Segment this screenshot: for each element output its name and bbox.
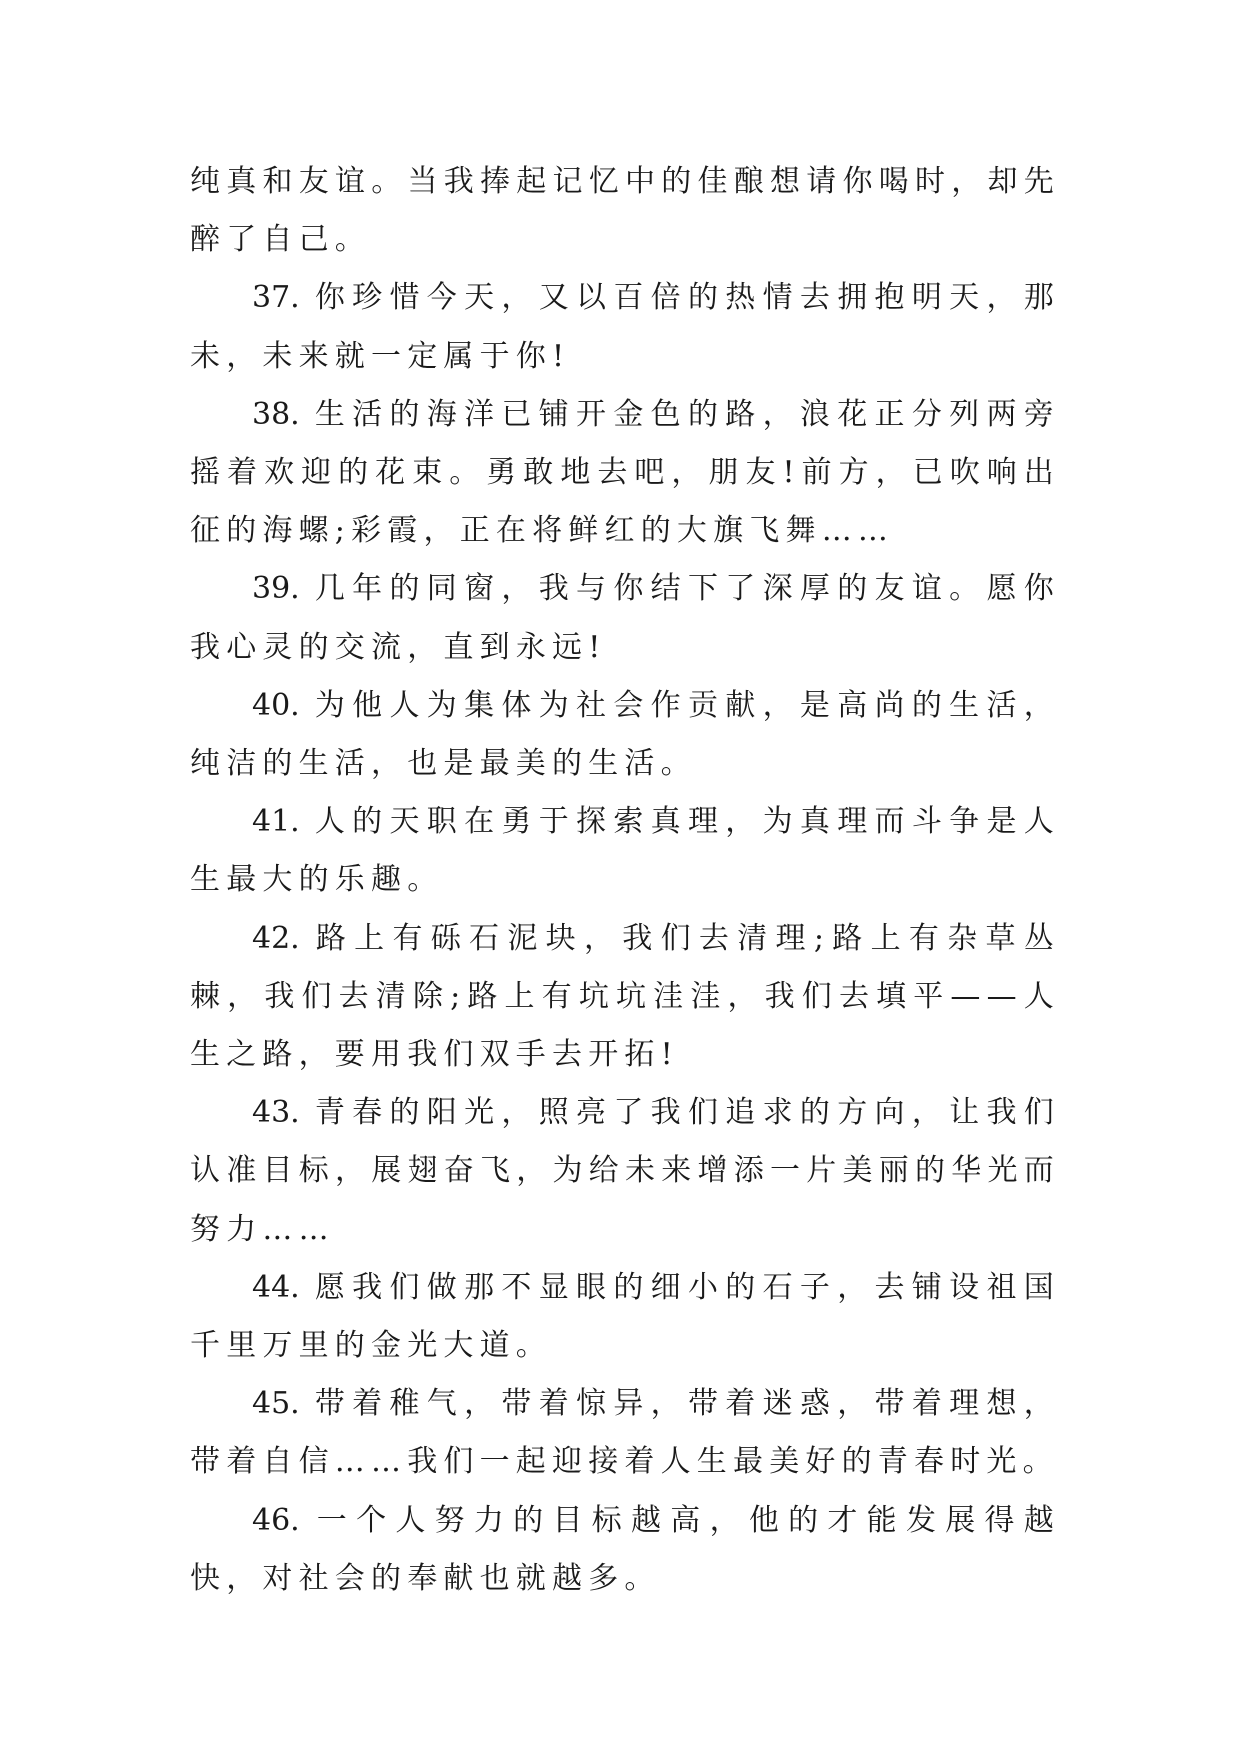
list-item	[190, 677, 1060, 793]
item-text: 人的天职在勇于探索真理，为真理而斗争是人生最大的乐趣。	[190, 804, 1060, 898]
item-text: 为他人为集体为社会作贡献，是高尚的生活，纯洁的生活，也是最美的生活。	[190, 687, 1060, 782]
list-item	[190, 910, 1060, 1085]
item-number: 44.	[252, 1269, 300, 1305]
list-item	[190, 793, 1060, 909]
list-item	[190, 386, 1060, 561]
item-text: 一个人努力的目标越高，他的才能发展得越快，对社会的奉献也就越多。	[190, 1502, 1060, 1596]
list-item	[190, 1492, 1060, 1608]
item-number: 37.	[252, 280, 300, 316]
item-text: 愿我们做那不显眼的细小的石子，去铺设祖国千里万里的金光大道。	[190, 1269, 1060, 1364]
item-number: 43.	[252, 1095, 300, 1131]
item-text: 带着稚气，带着惊异，带着迷惑，带着理想，带着自信……我们一起迎接着人生最美好的青春时光。	[190, 1386, 1060, 1480]
list-item	[190, 1084, 1060, 1259]
paragraph-text: 纯真和友谊。当我捧起记忆中的佳酿想请你喝时，却先醉了自己。	[190, 164, 1060, 258]
paragraph-continuation	[190, 153, 1060, 269]
item-text: 路上有砾石泥块，我们去清理;路上有杂草丛棘，我们去清除;路上有坑坑洼洼，我们去填平——人生之路，要用我们双手去开拓!	[190, 920, 1060, 1073]
list-item	[190, 1259, 1060, 1375]
item-number: 41.	[252, 804, 300, 840]
item-number: 38.	[252, 396, 300, 432]
list-item	[190, 560, 1060, 676]
item-text: 青春的阳光，照亮了我们追求的方向，让我们认准目标，展翅奋飞，为给未来增添一片美丽的华光而努力……	[190, 1095, 1060, 1247]
item-number: 40.	[252, 687, 300, 723]
list-item	[190, 269, 1060, 385]
document-body	[190, 153, 1060, 1608]
item-text: 生活的海洋已铺开金色的路，浪花正分列两旁摇着欢迎的花束。勇敢地去吧，朋友!前方，已吹响出征的海螺;彩霞，正在将鲜红的大旗飞舞……	[190, 396, 1060, 549]
item-number: 39.	[252, 571, 300, 607]
item-text: 你珍惜今天，又以百倍的热情去拥抱明天，那未，未来就一定属于你!	[190, 280, 1060, 374]
item-number: 45.	[252, 1386, 300, 1422]
list-item	[190, 1375, 1060, 1491]
item-number: 42.	[252, 920, 300, 956]
item-number: 46.	[252, 1502, 300, 1538]
item-text: 几年的同窗，我与你结下了深厚的友谊。愿你我心灵的交流，直到永远!	[190, 571, 1060, 665]
